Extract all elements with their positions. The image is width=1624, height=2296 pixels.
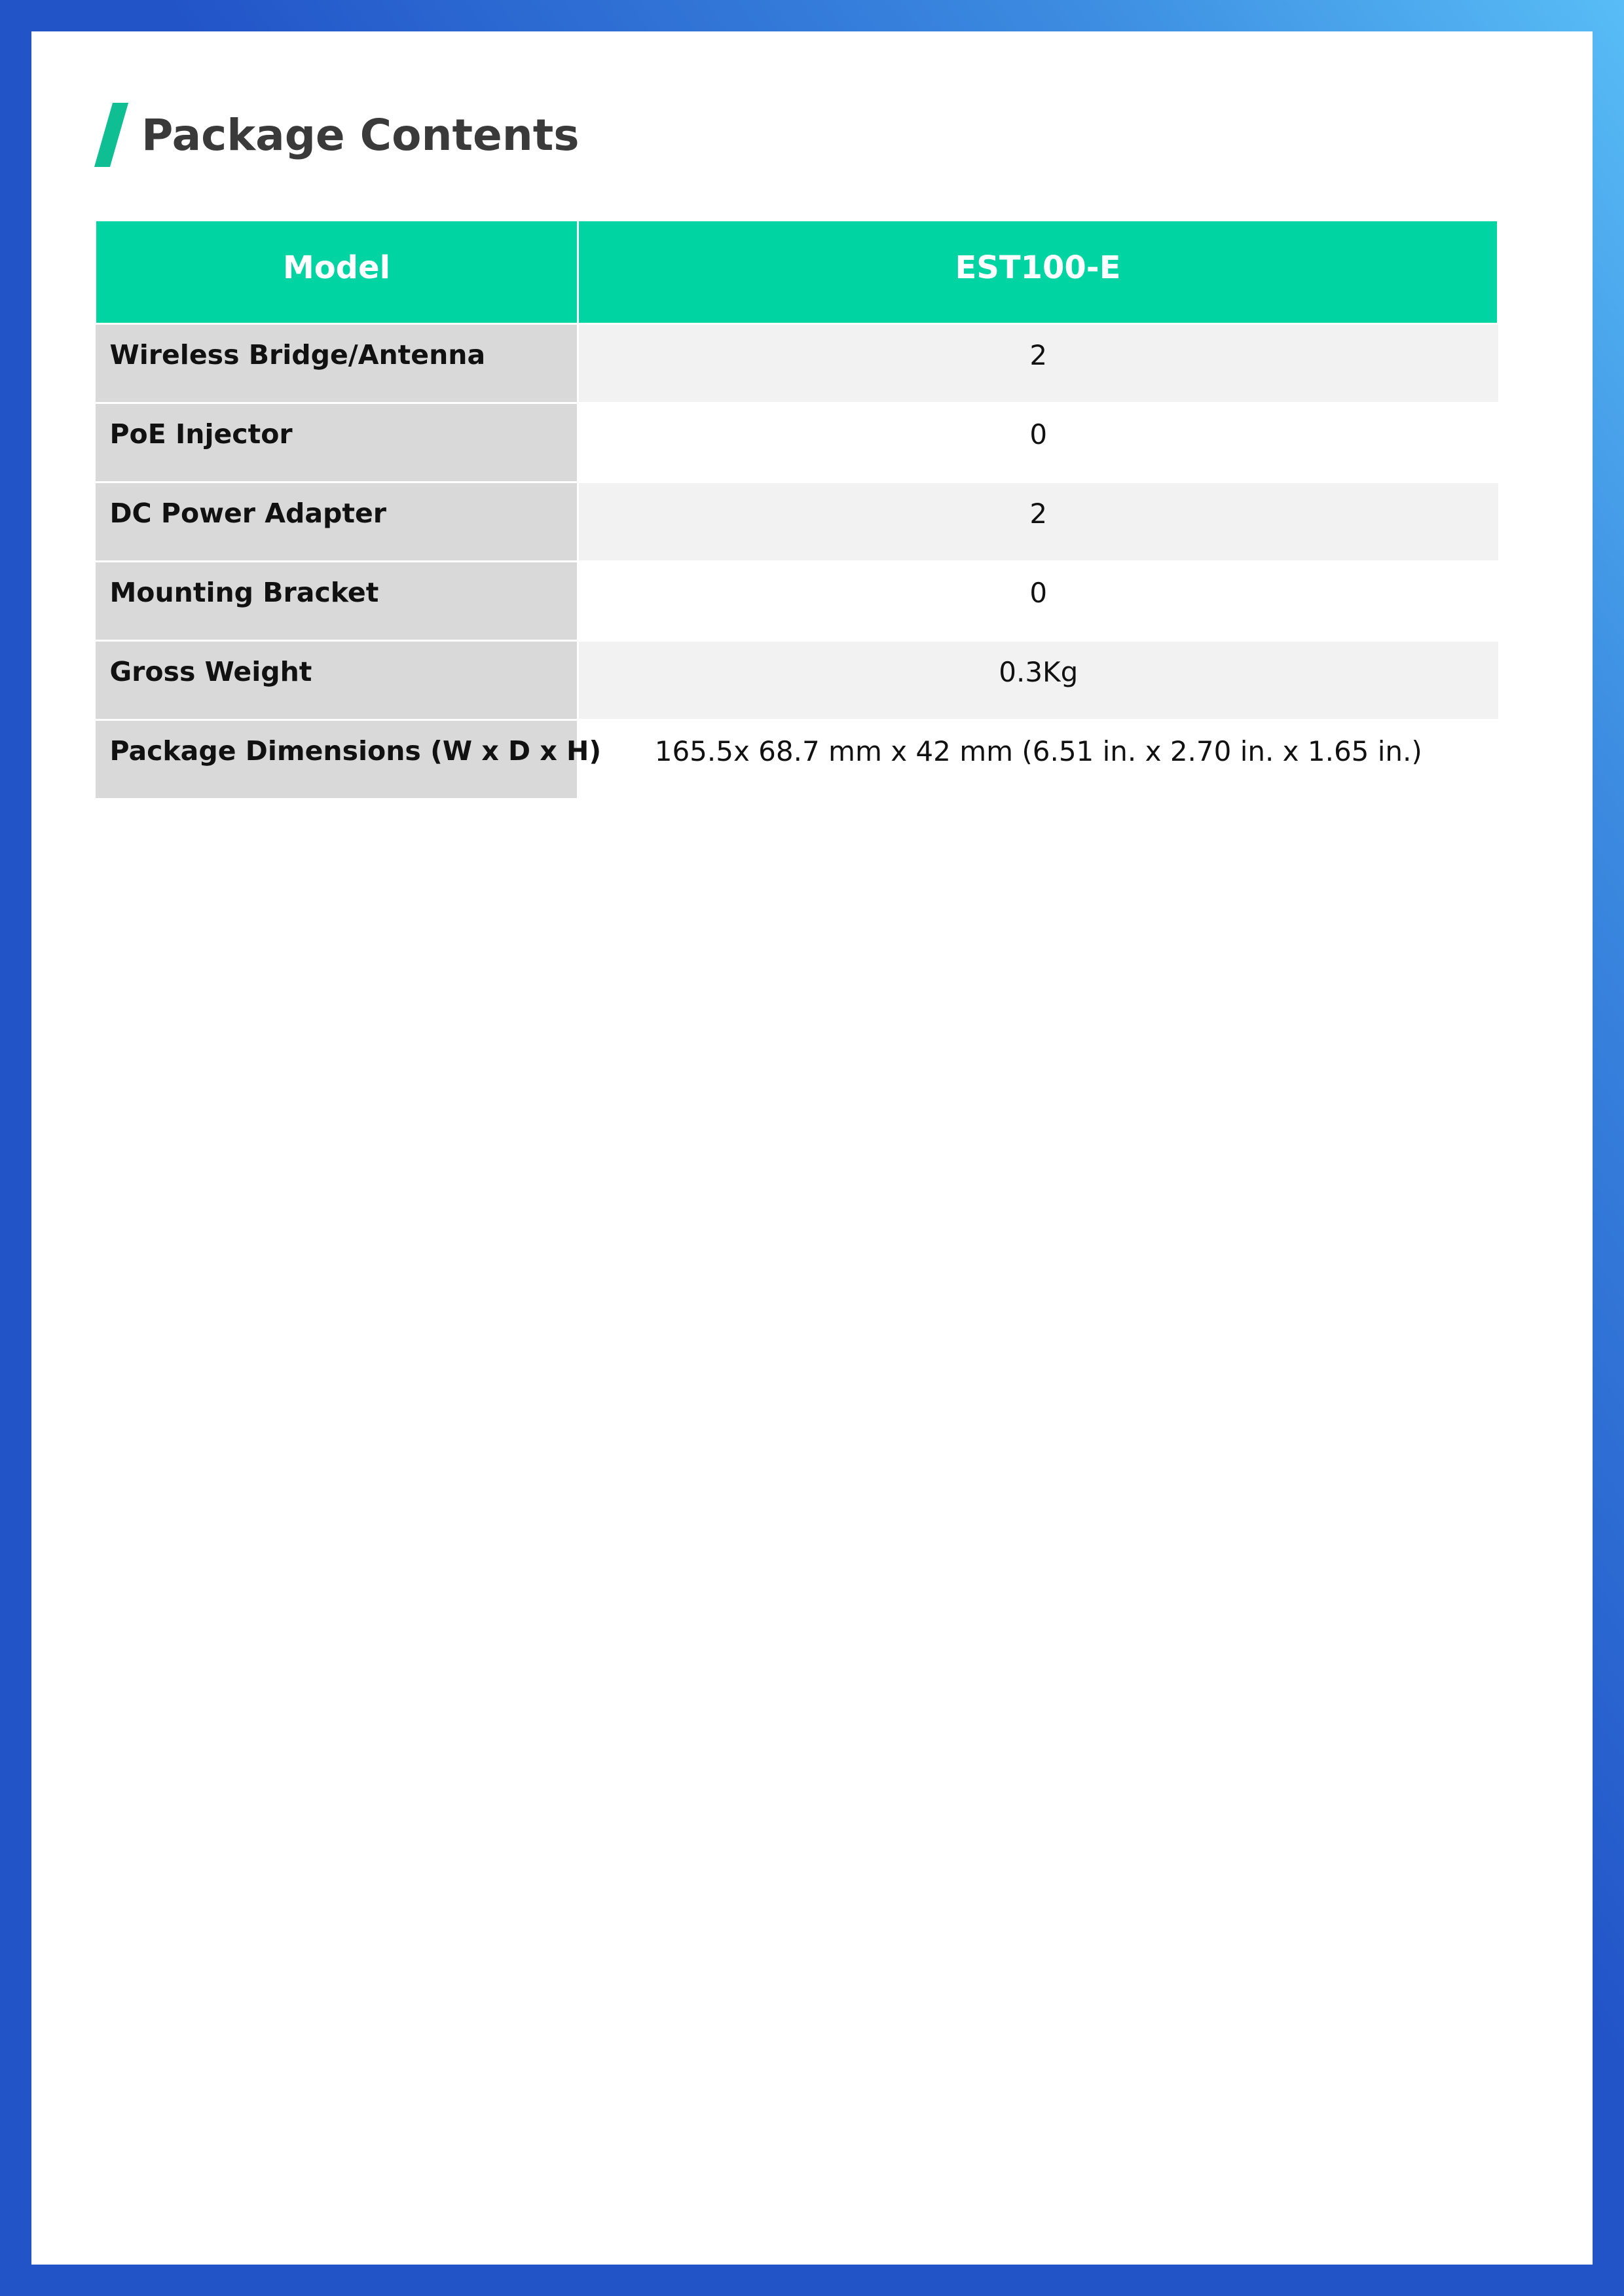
table-header-row <box>96 221 1498 323</box>
page-title: Package Contents <box>141 109 580 160</box>
row-label: Package Dimensions (W x D x H) <box>96 720 578 799</box>
row-label: DC Power Adapter <box>96 482 578 561</box>
table-row <box>96 482 1498 561</box>
row-label: Wireless Bridge/Antenna <box>96 323 578 403</box>
table-row <box>96 403 1498 482</box>
page-content <box>31 31 1593 2265</box>
row-value: 0 <box>578 403 1498 482</box>
row-value: 2 <box>578 482 1498 561</box>
section-heading <box>94 102 580 168</box>
heading-accent-bar <box>94 103 128 167</box>
row-label: Mounting Bracket <box>96 561 578 640</box>
column-header-est100-e: EST100-E <box>578 221 1498 323</box>
row-value: 2 <box>578 323 1498 403</box>
row-label: PoE Injector <box>96 403 578 482</box>
row-value: 165.5x 68.7 mm x 42 mm (6.51 in. x 2.70 in. x 1.65 in.) <box>578 720 1498 799</box>
row-value: 0.3Kg <box>578 640 1498 720</box>
row-label: Gross Weight <box>96 640 578 720</box>
package-contents-table <box>94 221 1499 800</box>
table-row <box>96 561 1498 640</box>
table-row <box>96 640 1498 720</box>
column-header-model: Model <box>96 221 578 323</box>
row-value: 0 <box>578 561 1498 640</box>
table-row <box>96 323 1498 403</box>
table-row <box>96 720 1498 799</box>
